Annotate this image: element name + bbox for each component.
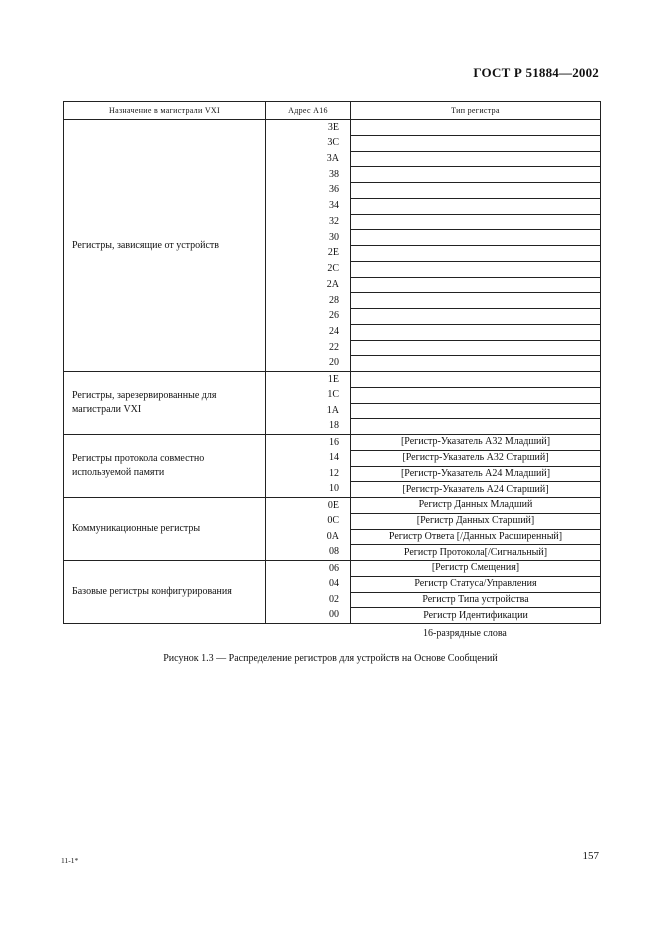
register-type-cell: Регистр Статуса/Управления xyxy=(351,576,601,592)
register-type-cell xyxy=(351,120,601,136)
address-cell: 1E xyxy=(266,372,351,388)
register-group-label: Регистры протокола совместно используемой памяти xyxy=(64,435,266,498)
column-header-register-type: Тип регистра xyxy=(351,102,601,120)
address-cell: 26 xyxy=(266,309,351,325)
column-header-purpose: Назначение в магистрали VXI xyxy=(64,102,266,120)
register-group-label: Коммуникационные регистры xyxy=(64,498,266,561)
address-cell: 30 xyxy=(266,230,351,246)
table-header-row xyxy=(64,102,601,120)
address-cell: 34 xyxy=(266,198,351,214)
address-cell: 2E xyxy=(266,246,351,262)
address-cell: 28 xyxy=(266,293,351,309)
table-row xyxy=(64,435,601,451)
word-size-note: 16-разрядные слова xyxy=(423,628,507,639)
table-row xyxy=(64,498,601,514)
address-cell: 3E xyxy=(266,120,351,136)
register-group-label: Регистры, зарезервированные для магистрали VXI xyxy=(64,372,266,435)
address-cell: 38 xyxy=(266,167,351,183)
register-type-cell xyxy=(351,356,601,372)
register-type-cell: [Регистр-Указатель А24 Старший] xyxy=(351,482,601,498)
page-number: 157 xyxy=(582,850,599,862)
register-type-cell: Регистр Протокола[/Сигнальный] xyxy=(351,545,601,561)
address-cell: 2C xyxy=(266,261,351,277)
address-cell: 32 xyxy=(266,214,351,230)
register-type-cell xyxy=(351,261,601,277)
register-type-cell xyxy=(351,151,601,167)
register-group-label: Базовые регистры конфигурирования xyxy=(64,561,266,624)
register-map-table xyxy=(63,101,601,624)
register-type-cell xyxy=(351,324,601,340)
register-type-cell xyxy=(351,340,601,356)
address-cell: 10 xyxy=(266,482,351,498)
register-type-cell xyxy=(351,167,601,183)
column-header-address: Адрес А16 xyxy=(266,102,351,120)
register-type-cell xyxy=(351,230,601,246)
register-type-cell xyxy=(351,214,601,230)
address-cell: 02 xyxy=(266,592,351,608)
register-type-cell xyxy=(351,277,601,293)
register-type-cell: Регистр Идентификации xyxy=(351,608,601,624)
address-cell: 36 xyxy=(266,183,351,199)
register-type-cell xyxy=(351,419,601,435)
address-cell: 20 xyxy=(266,356,351,372)
register-type-cell: Регистр Данных Младший xyxy=(351,498,601,514)
address-cell: 16 xyxy=(266,435,351,451)
address-cell: 24 xyxy=(266,324,351,340)
address-cell: 06 xyxy=(266,561,351,577)
address-cell: 04 xyxy=(266,576,351,592)
register-type-cell: [Регистр Данных Старший] xyxy=(351,513,601,529)
register-type-cell xyxy=(351,387,601,403)
address-cell: 18 xyxy=(266,419,351,435)
address-cell: 2A xyxy=(266,277,351,293)
register-type-cell: Регистр Типа устройства xyxy=(351,592,601,608)
address-cell: 0C xyxy=(266,513,351,529)
register-type-cell: [Регистр-Указатель А32 Младший] xyxy=(351,435,601,451)
address-cell: 12 xyxy=(266,466,351,482)
register-type-cell: [Регистр-Указатель А32 Старший] xyxy=(351,450,601,466)
register-type-cell: Регистр Ответа [/Данных Расширенный] xyxy=(351,529,601,545)
address-cell: 1A xyxy=(266,403,351,419)
register-type-cell xyxy=(351,198,601,214)
register-type-cell xyxy=(351,293,601,309)
register-type-cell xyxy=(351,372,601,388)
register-type-cell xyxy=(351,183,601,199)
standard-number: ГОСТ Р 51884—2002 xyxy=(473,65,599,80)
table-row xyxy=(64,561,601,577)
address-cell: 0E xyxy=(266,498,351,514)
register-type-cell xyxy=(351,246,601,262)
address-cell: 3A xyxy=(266,151,351,167)
register-group-label: Регистры, зависящие от устройств xyxy=(64,120,266,372)
print-mark: 11-1* xyxy=(61,856,79,865)
table-row xyxy=(64,372,601,388)
figure-caption: Рисунок 1.3 — Распределение регистров для устройств на Основе Сообщений xyxy=(163,653,498,664)
address-cell: 1C xyxy=(266,387,351,403)
register-type-cell xyxy=(351,135,601,151)
register-type-cell xyxy=(351,309,601,325)
register-type-cell: [Регистр-Указатель А24 Младший] xyxy=(351,466,601,482)
register-type-cell: [Регистр Смещения] xyxy=(351,561,601,577)
address-cell: 0A xyxy=(266,529,351,545)
table-body xyxy=(64,120,601,624)
address-cell: 00 xyxy=(266,608,351,624)
address-cell: 08 xyxy=(266,545,351,561)
address-cell: 22 xyxy=(266,340,351,356)
register-type-cell xyxy=(351,403,601,419)
table-row xyxy=(64,120,601,136)
address-cell: 3C xyxy=(266,135,351,151)
address-cell: 14 xyxy=(266,450,351,466)
